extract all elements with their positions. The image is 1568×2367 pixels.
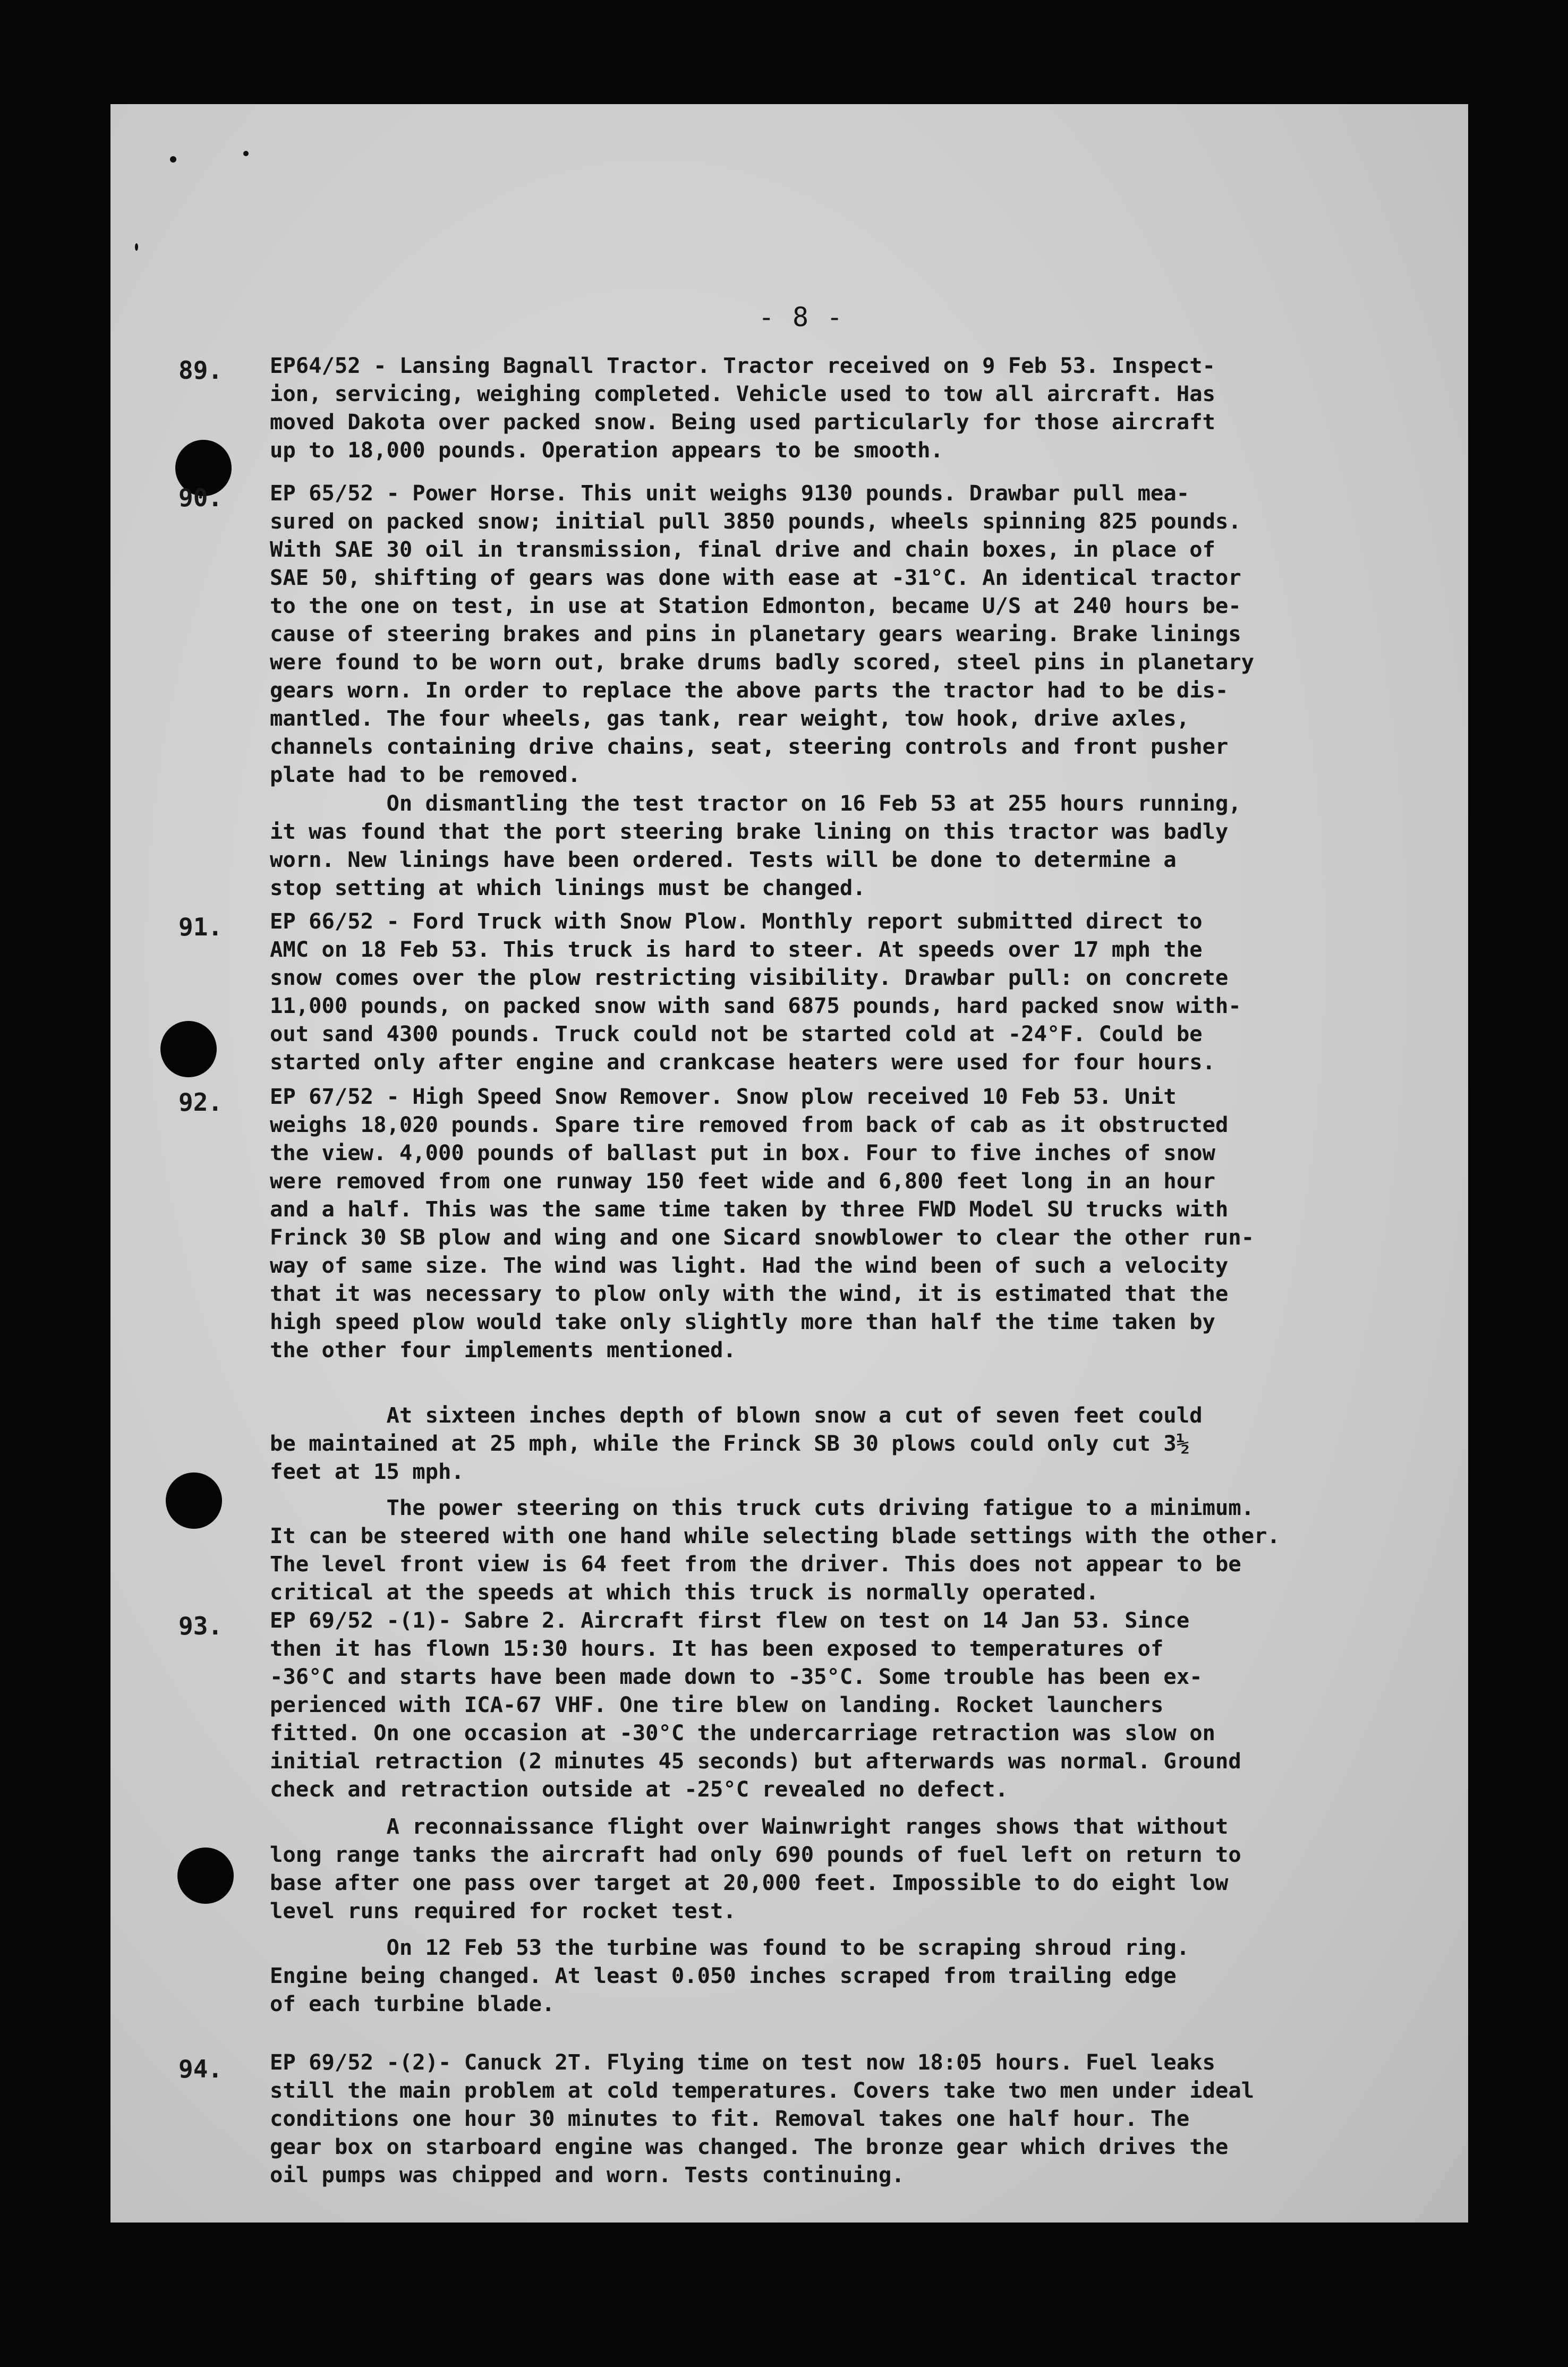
item-90-paragraph-2	[270, 789, 1449, 902]
document-page	[110, 104, 1468, 2223]
text-line: worn. New linings have been ordered. Tests will be done to determine a	[270, 847, 1177, 872]
text-line: check and retraction outside at -25°C revealed no defect.	[270, 1776, 1008, 1802]
item-number-89: 89.	[178, 356, 223, 385]
text-line: The power steering on this truck cuts driving fatigue to a minimum.	[270, 1495, 1255, 1520]
item-number-91: 91.	[178, 913, 223, 941]
text-line: EP 66/52 - Ford Truck with Snow Plow. Monthly report submitted direct to	[270, 908, 1203, 934]
item-92-paragraph-3	[270, 1494, 1449, 1606]
item-number-93: 93.	[178, 1612, 223, 1640]
text-line: moved Dakota over packed snow. Being used particularly for those aircraft	[270, 409, 1215, 435]
text-line: oil pumps was chipped and worn. Tests continuing.	[270, 2162, 905, 2187]
text-line: gear box on starboard engine was changed. The bronze gear which drives the	[270, 2134, 1229, 2159]
text-line: Frinck 30 SB plow and wing and one Sicard snowblower to clear the other run-	[270, 1224, 1255, 1250]
text-line: fitted. On one occasion at -30°C the undercarriage retraction was slow on	[270, 1720, 1215, 1746]
text-line: EP 69/52 -(2)- Canuck 2T. Flying time on test now 18:05 hours. Fuel leaks	[270, 2049, 1215, 2075]
text-line: 11,000 pounds, on packed snow with sand 6875 pounds, hard packed snow with-	[270, 993, 1241, 1018]
punch-hole	[177, 1847, 234, 1904]
text-line: On 12 Feb 53 the turbine was found to be scraping shroud ring.	[270, 1935, 1190, 1960]
text-line: weighs 18,020 pounds. Spare tire removed from back of cab as it obstructed	[270, 1112, 1229, 1137]
text-line: ion, servicing, weighing completed. Vehicle used to tow all aircraft. Has	[270, 381, 1215, 406]
text-line: feet at 15 mph.	[270, 1459, 464, 1484]
text-line: A reconnaissance flight over Wainwright ranges shows that without	[270, 1813, 1229, 1839]
item-93-paragraph-3	[270, 1934, 1449, 2018]
item-number-92: 92.	[178, 1088, 223, 1117]
text-line: snow comes over the plow restricting visibility. Drawbar pull: on concrete	[270, 965, 1229, 990]
item-94-paragraph-1	[270, 2048, 1449, 2189]
text-line: then it has flown 15:30 hours. It has been exposed to temperatures of	[270, 1636, 1164, 1661]
text-line: that it was necessary to plow only with the wind, it is estimated that the	[270, 1281, 1229, 1306]
text-line: -36°C and starts have been made down to -35°C. Some trouble has been ex-	[270, 1664, 1203, 1689]
text-line: gears worn. In order to replace the above parts the tractor had to be dis-	[270, 677, 1229, 703]
item-90-paragraph-1	[270, 479, 1449, 789]
text-line: With SAE 30 oil in transmission, final drive and chain boxes, in place of	[270, 537, 1215, 562]
item-91-paragraph-1	[270, 907, 1449, 1076]
ink-speck	[170, 156, 176, 163]
text-line: channels containing drive chains, seat, steering controls and front pusher	[270, 734, 1229, 759]
text-line: initial retraction (2 minutes 45 seconds) but afterwards was normal. Ground	[270, 1748, 1241, 1774]
text-line: be maintained at 25 mph, while the Frinck SB 30 plows could only cut 3½	[270, 1431, 1190, 1456]
text-line: and a half. This was the same time taken by three FWD Model SU trucks with	[270, 1196, 1229, 1222]
text-line: way of same size. The wind was light. Had the wind been of such a velocity	[270, 1253, 1229, 1278]
text-line: conditions one hour 30 minutes to fit. Removal takes one half hour. The	[270, 2106, 1190, 2131]
item-92-paragraph-1	[270, 1083, 1449, 1364]
punch-hole	[160, 1021, 217, 1077]
text-line: still the main problem at cold temperatures. Covers take two men under ideal	[270, 2077, 1255, 2103]
text-line: critical at the speeds at which this truck is normally operated.	[270, 1579, 1099, 1605]
item-93-paragraph-2	[270, 1812, 1449, 1925]
text-line: to the one on test, in use at Station Edmonton, became U/S at 240 hours be-	[270, 593, 1241, 618]
text-line: EP 65/52 - Power Horse. This unit weighs 9130 pounds. Drawbar pull mea-	[270, 480, 1190, 506]
text-line: the other four implements mentioned.	[270, 1337, 736, 1363]
text-line: SAE 50, shifting of gears was done with ease at -31°C. An identical tractor	[270, 565, 1241, 590]
text-line: up to 18,000 pounds. Operation appears to be smooth.	[270, 437, 943, 463]
text-line: started only after engine and crankcase heaters were used for four hours.	[270, 1049, 1215, 1075]
item-93-paragraph-1	[270, 1606, 1449, 1803]
text-line: Engine being changed. At least 0.050 inches scraped from trailing edge	[270, 1963, 1177, 1988]
text-line: the view. 4,000 pounds of ballast put in box. Four to five inches of snow	[270, 1140, 1215, 1165]
punch-hole	[166, 1472, 222, 1529]
text-line: long range tanks the aircraft had only 690 pounds of fuel left on return to	[270, 1842, 1241, 1867]
item-number-94: 94.	[178, 2055, 223, 2083]
text-line: EP 69/52 -(1)- Sabre 2. Aircraft first flew on test on 14 Jan 53. Since	[270, 1607, 1190, 1633]
text-line: cause of steering brakes and pins in planetary gears wearing. Brake linings	[270, 621, 1241, 646]
text-line: it was found that the port steering brake lining on this tractor was badly	[270, 819, 1229, 844]
text-line: of each turbine blade.	[270, 1991, 555, 2016]
page-number: - 8 -	[758, 302, 844, 333]
text-line: were removed from one runway 150 feet wide and 6,800 feet long in an hour	[270, 1168, 1215, 1194]
ink-speck	[243, 151, 249, 156]
text-line: were found to be worn out, brake drums badly scored, steel pins in planetary	[270, 649, 1255, 675]
text-line: At sixteen inches depth of blown snow a cut of seven feet could	[270, 1402, 1203, 1428]
text-line: sured on packed snow; initial pull 3850 pounds, wheels spinning 825 pounds.	[270, 508, 1241, 534]
text-line: The level front view is 64 feet from the driver. This does not appear to be	[270, 1551, 1241, 1577]
item-number-90: 90.	[178, 483, 223, 512]
text-line: EP64/52 - Lansing Bagnall Tractor. Tractor received on 9 Feb 53. Inspect-	[270, 353, 1215, 378]
text-line: It can be steered with one hand while selecting blade settings with the other.	[270, 1523, 1280, 1548]
text-line: level runs required for rocket test.	[270, 1898, 736, 1923]
text-line: mantled. The four wheels, gas tank, rear weight, tow hook, drive axles,	[270, 705, 1190, 731]
text-line: perienced with ICA-67 VHF. One tire blew on landing. Rocket launchers	[270, 1692, 1164, 1717]
text-line: high speed plow would take only slightly more than half the time taken by	[270, 1309, 1215, 1334]
text-line: out sand 4300 pounds. Truck could not be started cold at -24°F. Could be	[270, 1021, 1203, 1046]
text-line: EP 67/52 - High Speed Snow Remover. Snow plow received 10 Feb 53. Unit	[270, 1084, 1177, 1109]
text-line: base after one pass over target at 20,000 feet. Impossible to do eight low	[270, 1870, 1229, 1895]
ink-speck	[135, 243, 138, 251]
text-line: plate had to be removed.	[270, 762, 581, 787]
text-line: AMC on 18 Feb 53. This truck is hard to steer. At speeds over 17 mph the	[270, 936, 1203, 962]
text-line: On dismantling the test tractor on 16 Feb 53 at 255 hours running,	[270, 790, 1241, 816]
item-92-paragraph-2	[270, 1401, 1449, 1486]
item-89-paragraph-1	[270, 352, 1449, 464]
text-line: stop setting at which linings must be changed.	[270, 875, 866, 900]
